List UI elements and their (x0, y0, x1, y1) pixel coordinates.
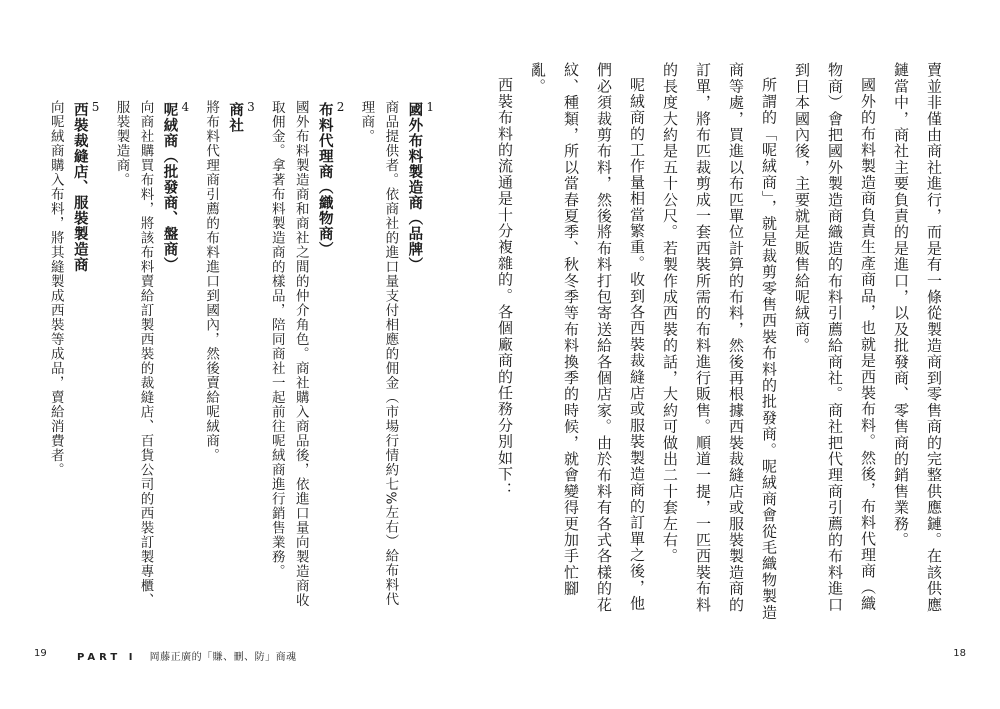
item-title: 呢絨商（批發商、盤商） (161, 102, 178, 273)
right-page-text (496, 62, 950, 622)
item-body: 向呢絨商購入布料，將其縫製成西裝等成品，賣給消費者。 (47, 100, 64, 477)
item-number: 3 (247, 100, 256, 114)
running-header (77, 648, 297, 663)
item-title: 國外布料製造商（品牌） (406, 102, 423, 273)
item-title: 布料代理商（織物商） (316, 102, 333, 257)
item-number: 5 (91, 100, 101, 114)
item-body: 將布料代理商引薦的布料進口到國內，然後賣給呢絨商。 (203, 100, 220, 463)
part-title: 岡藤正廣的「賺、刪、防」商魂 (149, 652, 297, 663)
item-number: 1 (426, 100, 435, 114)
item-body: 國外布料製造商和商社之間的仲介角色。商社購入商品後，依進口量向製造商收取佣金。拿著布料製造商的樣品，陪同商社一起前往呢絨商進行銷售業務。 (268, 100, 309, 608)
list-item (44, 100, 101, 610)
paragraph-3: 所謂的「呢絨商」，就是裁剪零售西裝布料的批發商。呢絨商會從毛織物製造商等處，買進以布匹單位計算的布料，然後再根據西裝裁縫店或服裝製造商的訂單，將布匹裁剪成一套西裝所需的布料進行販售。順道一提，一匹西裝布料的長度大約是五十公尺。若製作成西裝的話，大約可做出二十套左右。 (661, 62, 778, 621)
list-item (354, 100, 435, 610)
item-title: 西裝裁縫店、服裝製造商 (71, 102, 88, 273)
item-number: 4 (181, 100, 191, 114)
list-item (199, 100, 256, 610)
role-list (47, 100, 435, 610)
item-body: 商品提供者。依商社的進口量支付相應的佣金（市場行情約七%左右）給布料代理商。 (358, 100, 399, 607)
list-item (109, 100, 190, 610)
paragraph-2: 國外的布料製造商負責生產商品，也就是西裝布料。然後，布料代理商（織物商）會把國外製造商織造的布料引薦給商社。商社把代理商引薦的布料進口到日本國內後，主要就是販售給呢絨商。 (793, 62, 877, 613)
left-page-number: 19 (34, 648, 47, 659)
paragraph-4: 呢絨商的工作量相當繁重。收到各西裝裁縫店或服裝製造商的訂單之後，他們必須裁剪布料，然後將布料打包寄送給各個店家。由於布料有各式各樣的花紋、種類，所以當春夏季、秋冬季等布料換季的時候，就會變得更加手忙腳亂。 (529, 62, 646, 613)
paragraph-5: 西裝布料的流通是十分複雜的。各個廠商的任務分別如下： (496, 77, 514, 499)
item-body: 向商社購買布料，將該布料賣給訂製西裝的裁縫店、百貨公司的西裝訂製專櫃、服裝製造商。 (113, 100, 154, 608)
paragraph-1: 賣並非僅由商社進行，而是有一條從製造商到零售商的完整供應鏈。在該供應鏈當中，商社主要負責的是進口，以及批發商、零售商的銷售業務。 (892, 62, 943, 613)
item-title: 商社 (227, 102, 244, 133)
part-label: PART I (77, 652, 137, 663)
right-page-body (496, 62, 950, 622)
list-item (265, 100, 346, 610)
item-number: 2 (336, 100, 346, 114)
right-page-number: 18 (953, 648, 966, 659)
left-page-list (47, 100, 435, 610)
